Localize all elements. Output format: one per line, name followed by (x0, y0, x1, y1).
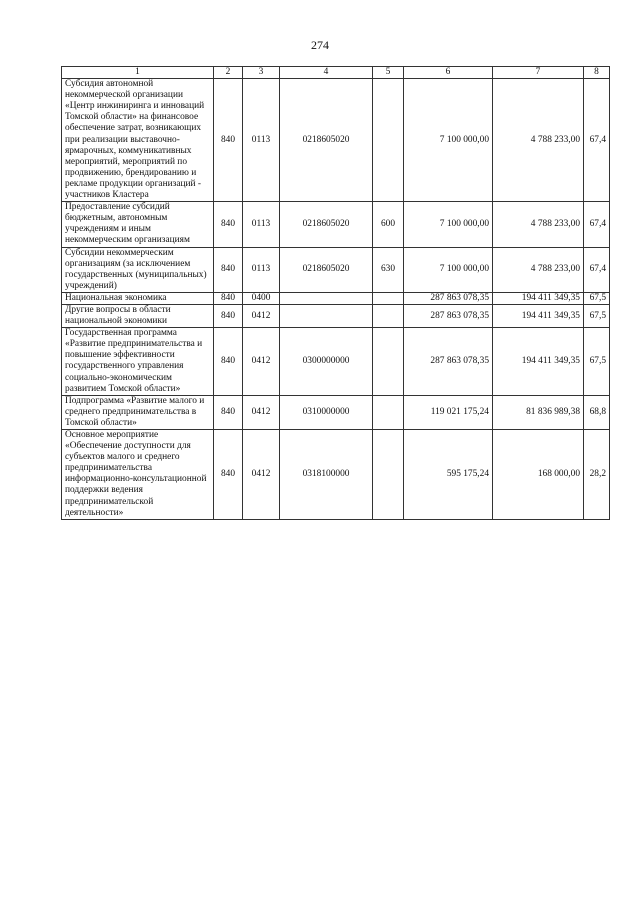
target-cell: 0218605020 (280, 79, 373, 202)
column-header: 8 (584, 67, 610, 79)
fact-cell: 194 411 349,35 (493, 328, 584, 396)
fact-cell: 81 836 989,38 (493, 395, 584, 429)
fact-cell: 194 411 349,35 (493, 292, 584, 304)
page-number: 274 (311, 38, 329, 52)
fact-cell: 4 788 233,00 (493, 202, 584, 247)
percent-cell: 67,5 (584, 292, 610, 304)
grbs-cell: 840 (214, 430, 243, 520)
grbs-cell: 840 (214, 328, 243, 396)
vr-cell (373, 328, 404, 396)
section-cell: 0412 (243, 430, 280, 520)
row-name: Субсидия автономной некоммерческой организации «Центр инжиниринга и инноваций Томской области» на финансовое обеспечение затрат, возникающих при реализации выставочно-ярмарочных, коммуникативных мероприятий, мероприятий по продвижению, брендированию и рекламе продукции организаций - участников Кластера (62, 79, 214, 202)
row-name: Национальная экономика (62, 292, 214, 304)
fact-cell: 194 411 349,35 (493, 304, 584, 327)
section-cell: 0113 (243, 247, 280, 292)
target-cell: 0318100000 (280, 430, 373, 520)
grbs-cell: 840 (214, 247, 243, 292)
fact-cell: 4 788 233,00 (493, 79, 584, 202)
column-header: 7 (493, 67, 584, 79)
percent-cell: 67,4 (584, 247, 610, 292)
grbs-cell: 840 (214, 395, 243, 429)
table-header-row (62, 67, 610, 79)
section-cell: 0113 (243, 79, 280, 202)
vr-cell: 630 (373, 247, 404, 292)
table-row (62, 247, 610, 292)
grbs-cell: 840 (214, 292, 243, 304)
target-cell: 0218605020 (280, 247, 373, 292)
grbs-cell: 840 (214, 202, 243, 247)
vr-cell: 600 (373, 202, 404, 247)
grbs-cell: 840 (214, 304, 243, 327)
section-cell: 0412 (243, 304, 280, 327)
table-row (62, 202, 610, 247)
table-row (62, 430, 610, 520)
column-header: 4 (280, 67, 373, 79)
row-name: Предоставление субсидий бюджетным, автономным учреждениям и иным некоммерческим организациям (62, 202, 214, 247)
table-row (62, 79, 610, 202)
budget-table (61, 66, 610, 520)
vr-cell (373, 430, 404, 520)
section-cell: 0113 (243, 202, 280, 247)
table-row (62, 304, 610, 327)
vr-cell (373, 395, 404, 429)
plan-cell: 287 863 078,35 (404, 292, 493, 304)
plan-cell: 119 021 175,24 (404, 395, 493, 429)
target-cell: 0218605020 (280, 202, 373, 247)
fact-cell: 168 000,00 (493, 430, 584, 520)
plan-cell: 7 100 000,00 (404, 202, 493, 247)
column-header: 3 (243, 67, 280, 79)
plan-cell: 7 100 000,00 (404, 247, 493, 292)
percent-cell: 68,8 (584, 395, 610, 429)
plan-cell: 287 863 078,35 (404, 328, 493, 396)
section-cell: 0400 (243, 292, 280, 304)
section-cell: 0412 (243, 328, 280, 396)
target-cell (280, 292, 373, 304)
vr-cell (373, 304, 404, 327)
table-row (62, 395, 610, 429)
fact-cell: 4 788 233,00 (493, 247, 584, 292)
row-name: Подпрограмма «Развитие малого и среднего предпринимательства в Томской области» (62, 395, 214, 429)
percent-cell: 67,4 (584, 79, 610, 202)
row-name: Субсидии некоммерческим организациям (за исключением государственных (муниципальных) учреждений) (62, 247, 214, 292)
target-cell: 0300000000 (280, 328, 373, 396)
plan-cell: 287 863 078,35 (404, 304, 493, 327)
section-cell: 0412 (243, 395, 280, 429)
row-name: Основное мероприятие «Обеспечение доступности для субъектов малого и среднего предпринимательства информационно-консультационной поддержки ведения предпринимательской деятельности» (62, 430, 214, 520)
target-cell: 0310000000 (280, 395, 373, 429)
vr-cell (373, 292, 404, 304)
table-row (62, 292, 610, 304)
grbs-cell: 840 (214, 79, 243, 202)
column-header: 5 (373, 67, 404, 79)
plan-cell: 7 100 000,00 (404, 79, 493, 202)
vr-cell (373, 79, 404, 202)
row-name: Другие вопросы в области национальной экономики (62, 304, 214, 327)
row-name: Государственная программа «Развитие предпринимательства и повышение эффективности государственного управления социально-экономическим развитием Томской области» (62, 328, 214, 396)
column-header: 1 (62, 67, 214, 79)
percent-cell: 67,5 (584, 304, 610, 327)
percent-cell: 67,5 (584, 328, 610, 396)
table-row (62, 328, 610, 396)
percent-cell: 28,2 (584, 430, 610, 520)
plan-cell: 595 175,24 (404, 430, 493, 520)
target-cell (280, 304, 373, 327)
percent-cell: 67,4 (584, 202, 610, 247)
column-header: 2 (214, 67, 243, 79)
column-header: 6 (404, 67, 493, 79)
